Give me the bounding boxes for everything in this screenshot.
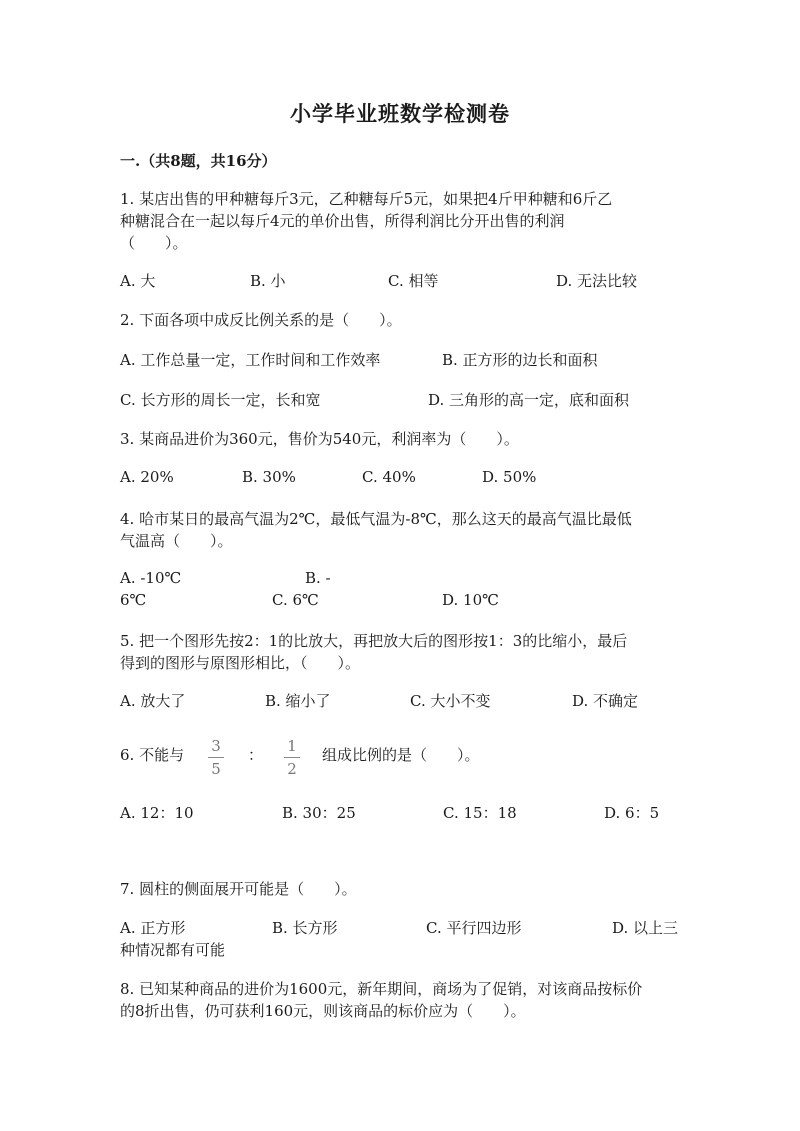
fraction-denominator: 5 — [211, 760, 221, 778]
fraction-bar — [208, 757, 224, 758]
question-6-suffix: 组成比例的是（ ）。 — [322, 746, 480, 764]
question-7-option-d-line-2: 种情况都有可能 — [120, 941, 226, 959]
question-6-prefix: 6. 不能与 — [120, 746, 185, 764]
fraction-three-fifths — [206, 737, 226, 778]
question-1-line-2: 种糖混合在一起以每斤4元的单价出售，所得利润比分开出售的利润 — [120, 212, 565, 230]
question-5-option-b: B. 缩小了 — [265, 692, 331, 710]
question-1-option-b: B. 小 — [250, 272, 286, 290]
fraction-one-half — [282, 737, 302, 778]
question-2-option-a: A. 工作总量一定，工作时间和工作效率 — [120, 351, 381, 369]
question-5-line-2: 得到的图形与原图形相比，（ ）。 — [120, 654, 361, 672]
question-6-option-c: C. 15：18 — [443, 804, 517, 822]
question-3-option-b: B. 30% — [242, 468, 296, 486]
question-4-line-1: 4. 哈市某日的最高气温为2℃，最低气温为-8℃，那么这天的最高气温比最低 — [120, 510, 632, 528]
fraction-bar — [284, 757, 300, 758]
question-1-option-d: D. 无法比较 — [556, 272, 638, 290]
question-3-stem: 3. 某商品进价为360元，售价为540元，利润率为（ ）。 — [120, 430, 519, 448]
question-7-option-d-line-1: D. 以上三 — [612, 919, 679, 937]
question-5-option-d: D. 不确定 — [572, 692, 639, 710]
question-7-stem: 7. 圆柱的侧面展开可能是（ ）。 — [120, 880, 357, 898]
question-4-option-b-line-2: 6℃ — [120, 591, 147, 609]
question-5-line-1: 5. 把一个图形先按2：1的比放大，再把放大后的图形按1：3的比缩小，最后 — [120, 632, 628, 650]
question-7-option-b: B. 长方形 — [272, 919, 338, 937]
ratio-colon: ： — [248, 746, 264, 764]
question-5-option-a: A. 放大了 — [120, 692, 186, 710]
fraction-denominator: 2 — [287, 760, 297, 778]
question-4-line-2: 气温高（ ）。 — [120, 532, 233, 550]
question-4-option-b-line-1: B. - — [305, 569, 331, 587]
question-3-option-d: D. 50% — [482, 468, 537, 486]
section-heading: 一.（共8题，共16分） — [120, 152, 277, 170]
question-1-option-c: C. 相等 — [388, 272, 439, 290]
fraction-numerator: 3 — [211, 737, 221, 755]
question-4-option-c: C. 6℃ — [272, 591, 319, 609]
question-4-option-a: A. -10℃ — [120, 569, 182, 587]
question-2-option-c: C. 长方形的周长一定，长和宽 — [120, 391, 321, 409]
question-2-stem: 2. 下面各项中成反比例关系的是（ ）。 — [120, 311, 402, 329]
question-6-option-a: A. 12：10 — [120, 804, 194, 822]
question-3-option-c: C. 40% — [362, 468, 416, 486]
question-4-option-d: D. 10℃ — [442, 591, 499, 609]
page-title: 小学毕业班数学检测卷 — [290, 101, 510, 126]
question-8-line-2: 的8折出售，仍可获利160元，则该商品的标价应为（ ）。 — [120, 1002, 526, 1020]
question-3-option-a: A. 20% — [120, 468, 174, 486]
question-1-line-3: （ ）。 — [120, 234, 188, 252]
question-1-option-a: A. 大 — [120, 272, 156, 290]
question-2-option-d: D. 三角形的高一定，底和面积 — [428, 391, 630, 409]
question-7-option-a: A. 正方形 — [120, 919, 186, 937]
question-8-line-1: 8. 已知某种商品的进价为1600元，新年期间，商场为了促销，对该商品按标价 — [120, 980, 643, 998]
fraction-numerator: 1 — [287, 737, 297, 755]
question-6-option-b: B. 30：25 — [282, 804, 356, 822]
question-1-line-1: 1. 某店出售的甲种糖每斤3元，乙种糖每斤5元，如果把4斤甲种糖和6斤乙 — [120, 190, 613, 208]
question-7-option-c: C. 平行四边形 — [426, 919, 522, 937]
question-5-option-c: C. 大小不变 — [410, 692, 491, 710]
question-6-option-d: D. 6：5 — [604, 804, 660, 822]
question-2-option-b: B. 正方形的边长和面积 — [442, 351, 598, 369]
